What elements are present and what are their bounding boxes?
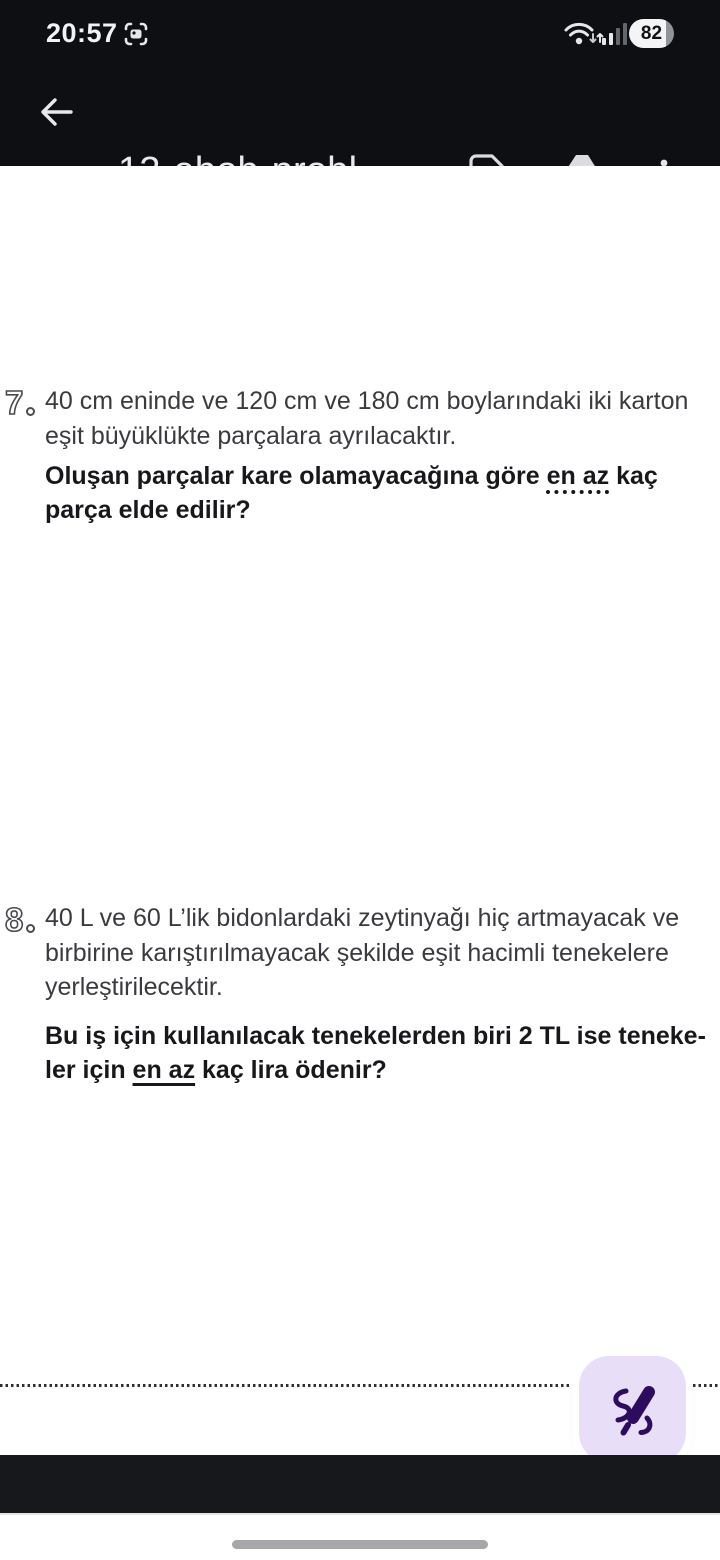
document-page — [0, 166, 720, 1455]
home-indicator-area — [0, 1513, 720, 1560]
annotate-pen-icon — [602, 1379, 664, 1441]
top-bars — [0, 0, 720, 166]
body-line: birbirine karıştırılmayacak şekilde eşit hacimli tenekelere — [45, 938, 669, 967]
battery-indicator — [629, 19, 674, 48]
question-7-prompt — [45, 459, 710, 527]
body-line: eşit büyüklükte parçalara ayrılacaktır. — [45, 421, 457, 450]
question-number-digit: 7 — [5, 384, 24, 421]
prompt-underlined-text: en az — [546, 462, 610, 490]
annotate-fab[interactable] — [579, 1356, 686, 1463]
prompt-text: Oluşan parçalar kare olamayacağına göre — [45, 462, 547, 490]
home-indicator[interactable] — [232, 1540, 488, 1549]
back-button[interactable] — [36, 94, 76, 130]
question-number-digit: 8 — [5, 901, 24, 938]
prompt-text: kaç lira ödenir? — [195, 1055, 387, 1084]
body-line: yerleştirilecektir. — [45, 973, 223, 1001]
cellular-signal-icon — [601, 21, 629, 46]
body-line: 40 L ve 60 L’lik bidonlardaki zeytinyağı hiç artmayacak ve — [45, 904, 680, 932]
prompt-text: ler için — [45, 1055, 133, 1084]
question-8-text — [45, 901, 710, 1087]
question-8-prompt — [45, 1019, 710, 1087]
question-7-number — [5, 386, 35, 419]
prompt-text: Bu iş için kullanılacak tenekelerden biri 2 TL ise teneke- — [45, 1021, 706, 1050]
body-line: 40 cm eninde ve 120 cm ve 180 cm boylarındaki iki karton — [45, 387, 689, 415]
question-7-text — [45, 384, 710, 527]
question-8-number — [5, 903, 35, 936]
status-bar — [0, 0, 720, 64]
wifi-icon — [563, 19, 605, 47]
gesture-bar — [0, 1455, 720, 1513]
question-number-dot-icon — [26, 924, 35, 933]
prompt-text: parça elde edilir? — [45, 496, 251, 524]
question-number-dot-icon — [26, 407, 35, 416]
back-arrow-icon — [38, 96, 74, 128]
prompt-underlined-text: en az — [132, 1055, 196, 1084]
prompt-text: kaç — [609, 462, 658, 490]
app-bar — [0, 64, 720, 166]
clock: 20:57 — [46, 18, 118, 48]
question-7-body — [45, 384, 710, 453]
screen-capture-icon — [122, 20, 150, 48]
question-7 — [0, 384, 720, 527]
question-8-body — [45, 901, 710, 1005]
battery-percent: 82 — [640, 22, 663, 44]
question-8 — [0, 901, 720, 1087]
